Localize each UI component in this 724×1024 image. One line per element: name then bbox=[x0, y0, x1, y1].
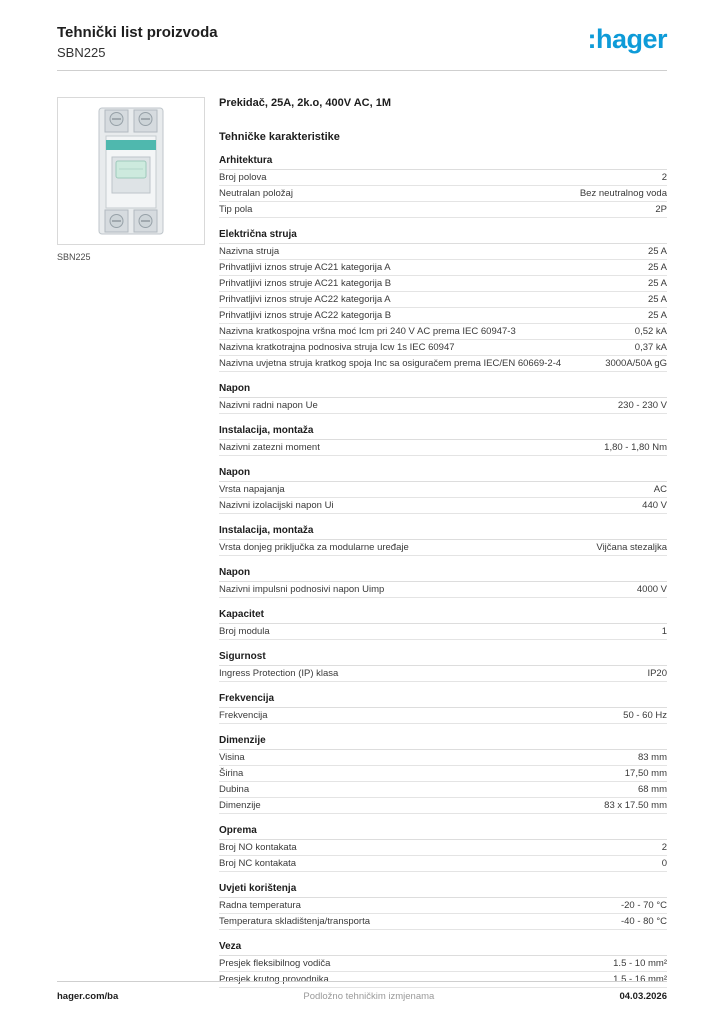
spec-section bbox=[219, 733, 667, 814]
section-title: Napon bbox=[219, 381, 667, 398]
section-title: Napon bbox=[219, 565, 667, 582]
spec-value: 2 bbox=[661, 842, 667, 853]
section-rows bbox=[219, 540, 667, 556]
spec-row bbox=[219, 498, 667, 514]
spec-row bbox=[219, 276, 667, 292]
section-rows bbox=[219, 440, 667, 456]
footer-website: hager.com/ba bbox=[57, 991, 119, 1002]
spec-row bbox=[219, 956, 667, 972]
spec-value: 0,52 kA bbox=[634, 326, 667, 337]
section-title: Oprema bbox=[219, 823, 667, 840]
spec-value: 2 bbox=[661, 172, 667, 183]
section-rows bbox=[219, 898, 667, 930]
spec-row bbox=[219, 914, 667, 930]
hager-logo: :hager bbox=[587, 24, 667, 54]
spec-label: Nazivna uvjetna struja kratkog spoja Inc sa osiguračem prema IEC/EN 60669-2-4 bbox=[219, 358, 562, 369]
spec-row bbox=[219, 482, 667, 498]
spec-label: Vrsta donjeg priključka za modularne uređaje bbox=[219, 542, 409, 553]
section-rows bbox=[219, 840, 667, 872]
section-title: Električna struja bbox=[219, 227, 667, 244]
spec-label: Dimenzije bbox=[219, 800, 261, 811]
spec-value: 50 - 60 Hz bbox=[623, 710, 667, 721]
spec-section bbox=[219, 153, 667, 218]
section-title: Veza bbox=[219, 939, 667, 956]
product-title: Prekidač, 25A, 2k.o, 400V AC, 1M bbox=[219, 97, 392, 109]
spec-value: 4000 V bbox=[636, 584, 667, 595]
spec-row bbox=[219, 440, 667, 456]
spec-label: Neutralan položaj bbox=[219, 188, 293, 199]
spec-section bbox=[219, 691, 667, 724]
spec-row bbox=[219, 540, 667, 556]
spec-label: Širina bbox=[219, 768, 244, 779]
spec-value: -20 - 70 °C bbox=[620, 900, 667, 911]
spec-value: AC bbox=[653, 484, 667, 495]
spec-label: Presjek fleksibilnog vodiča bbox=[219, 958, 331, 969]
spec-row bbox=[219, 708, 667, 724]
spec-value: 83 mm bbox=[637, 752, 667, 763]
product-code: SBN225 bbox=[57, 45, 106, 60]
spec-value: 25 A bbox=[647, 294, 667, 305]
product-image-frame bbox=[57, 97, 205, 245]
spec-column bbox=[219, 97, 667, 988]
spec-section bbox=[219, 227, 667, 372]
spec-value: 68 mm bbox=[637, 784, 667, 795]
spec-row bbox=[219, 186, 667, 202]
spec-label: Ingress Protection (IP) klasa bbox=[219, 668, 339, 679]
spec-value: -40 - 80 °C bbox=[620, 916, 667, 927]
spec-row bbox=[219, 856, 667, 872]
spec-label: Broj modula bbox=[219, 626, 270, 637]
spec-row bbox=[219, 260, 667, 276]
spec-label: Broj NO kontakata bbox=[219, 842, 297, 853]
spec-label: Nazivni izolacijski napon Ui bbox=[219, 500, 334, 511]
spec-value: 25 A bbox=[647, 278, 667, 289]
footer-date: 04.03.2026 bbox=[619, 991, 667, 1002]
spec-row bbox=[219, 308, 667, 324]
spec-section bbox=[219, 523, 667, 556]
spec-row bbox=[219, 624, 667, 640]
document-title: Tehnički list proizvoda bbox=[57, 24, 218, 41]
spec-row bbox=[219, 340, 667, 356]
spec-label: Radna temperatura bbox=[219, 900, 301, 911]
spec-section bbox=[219, 823, 667, 872]
section-rows bbox=[219, 398, 667, 414]
spec-label: Dubina bbox=[219, 784, 250, 795]
spec-row bbox=[219, 666, 667, 682]
spec-row bbox=[219, 170, 667, 186]
spec-value: 17,50 mm bbox=[624, 768, 667, 779]
spec-row bbox=[219, 202, 667, 218]
spec-row bbox=[219, 898, 667, 914]
spec-value: 25 A bbox=[647, 262, 667, 273]
spec-label: Prihvatljivi iznos struje AC21 kategorija B bbox=[219, 278, 392, 289]
section-rows bbox=[219, 624, 667, 640]
product-image-caption: SBN225 bbox=[57, 252, 91, 262]
header-titles bbox=[57, 24, 218, 60]
spec-label: Tip pola bbox=[219, 204, 253, 215]
spec-label: Nazivna struja bbox=[219, 246, 280, 257]
spec-sections bbox=[219, 153, 667, 988]
section-title: Napon bbox=[219, 465, 667, 482]
spec-header: Tehničke karakteristike bbox=[219, 131, 340, 143]
spec-label: Prihvatljivi iznos struje AC21 kategorija A bbox=[219, 262, 391, 273]
spec-label: Visina bbox=[219, 752, 245, 763]
section-title: Instalacija, montaža bbox=[219, 523, 667, 540]
spec-label: Prihvatljivi iznos struje AC22 kategorija B bbox=[219, 310, 392, 321]
section-title: Frekvencija bbox=[219, 691, 667, 708]
section-rows bbox=[219, 170, 667, 218]
section-title: Uvjeti korištenja bbox=[219, 881, 667, 898]
spec-value: IP20 bbox=[647, 668, 667, 679]
product-image bbox=[89, 105, 173, 237]
section-title: Dimenzije bbox=[219, 733, 667, 750]
spec-row bbox=[219, 292, 667, 308]
spec-value: 25 A bbox=[647, 246, 667, 257]
spec-row bbox=[219, 244, 667, 260]
spec-label: Nazivni zatezni moment bbox=[219, 442, 320, 453]
spec-value: 2P bbox=[655, 204, 667, 215]
spec-value: Vijčana stezaljka bbox=[596, 542, 667, 553]
spec-row bbox=[219, 324, 667, 340]
spec-value: 25 A bbox=[647, 310, 667, 321]
section-title: Instalacija, montaža bbox=[219, 423, 667, 440]
spec-value: 1.5 - 16 mm² bbox=[613, 974, 667, 985]
spec-label: Presjek krutog provodnika bbox=[219, 974, 329, 985]
section-rows bbox=[219, 582, 667, 598]
spec-value: 1,80 - 1,80 Nm bbox=[604, 442, 667, 453]
spec-value: 83 x 17.50 mm bbox=[604, 800, 667, 811]
section-rows bbox=[219, 244, 667, 372]
product-image-column bbox=[57, 97, 205, 988]
section-title: Sigurnost bbox=[219, 649, 667, 666]
section-title: Arhitektura bbox=[219, 153, 667, 170]
spec-row bbox=[219, 782, 667, 798]
spec-value: 440 V bbox=[642, 500, 667, 511]
spec-row bbox=[219, 750, 667, 766]
section-rows bbox=[219, 482, 667, 514]
spec-row bbox=[219, 840, 667, 856]
spec-value: 230 - 230 V bbox=[617, 400, 667, 411]
spec-row bbox=[219, 766, 667, 782]
spec-label: Nazivni radni napon Ue bbox=[219, 400, 318, 411]
section-rows bbox=[219, 750, 667, 814]
spec-label: Broj polova bbox=[219, 172, 267, 183]
section-rows bbox=[219, 666, 667, 682]
spec-label: Broj NC kontakata bbox=[219, 858, 297, 869]
content-area bbox=[57, 97, 667, 988]
spec-value: 0,37 kA bbox=[634, 342, 667, 353]
spec-row bbox=[219, 398, 667, 414]
spec-section bbox=[219, 565, 667, 598]
spec-row bbox=[219, 582, 667, 598]
spec-section bbox=[219, 423, 667, 456]
spec-value: 1 bbox=[661, 626, 667, 637]
spec-row bbox=[219, 356, 667, 372]
section-rows bbox=[219, 708, 667, 724]
spec-section bbox=[219, 465, 667, 514]
page-header bbox=[57, 24, 667, 71]
page-footer bbox=[57, 981, 667, 1002]
section-title: Kapacitet bbox=[219, 607, 667, 624]
spec-label: Nazivna kratkotrajna podnosiva struja Icw 1s IEC 60947 bbox=[219, 342, 455, 353]
spec-label: Prihvatljivi iznos struje AC22 kategorija A bbox=[219, 294, 391, 305]
spec-label: Nazivna kratkospojna vršna moć Icm pri 240 V AC prema IEC 60947-3 bbox=[219, 326, 516, 337]
spec-value: 3000A/50A gG bbox=[605, 358, 667, 369]
footer-note: Podložno tehničkim izmjenama bbox=[303, 991, 435, 1002]
spec-section bbox=[219, 607, 667, 640]
spec-value: Bez neutralnog voda bbox=[579, 188, 667, 199]
spec-label: Frekvencija bbox=[219, 710, 268, 721]
spec-value: 1.5 - 10 mm² bbox=[613, 958, 667, 969]
spec-section bbox=[219, 881, 667, 930]
spec-label: Nazivni impulsni podnosivi napon Uimp bbox=[219, 584, 385, 595]
spec-label: Temperatura skladištenja/transporta bbox=[219, 916, 371, 927]
spec-section bbox=[219, 381, 667, 414]
spec-row bbox=[219, 798, 667, 814]
spec-value: 0 bbox=[661, 858, 667, 869]
spec-label: Vrsta napajanja bbox=[219, 484, 285, 495]
spec-section bbox=[219, 649, 667, 682]
